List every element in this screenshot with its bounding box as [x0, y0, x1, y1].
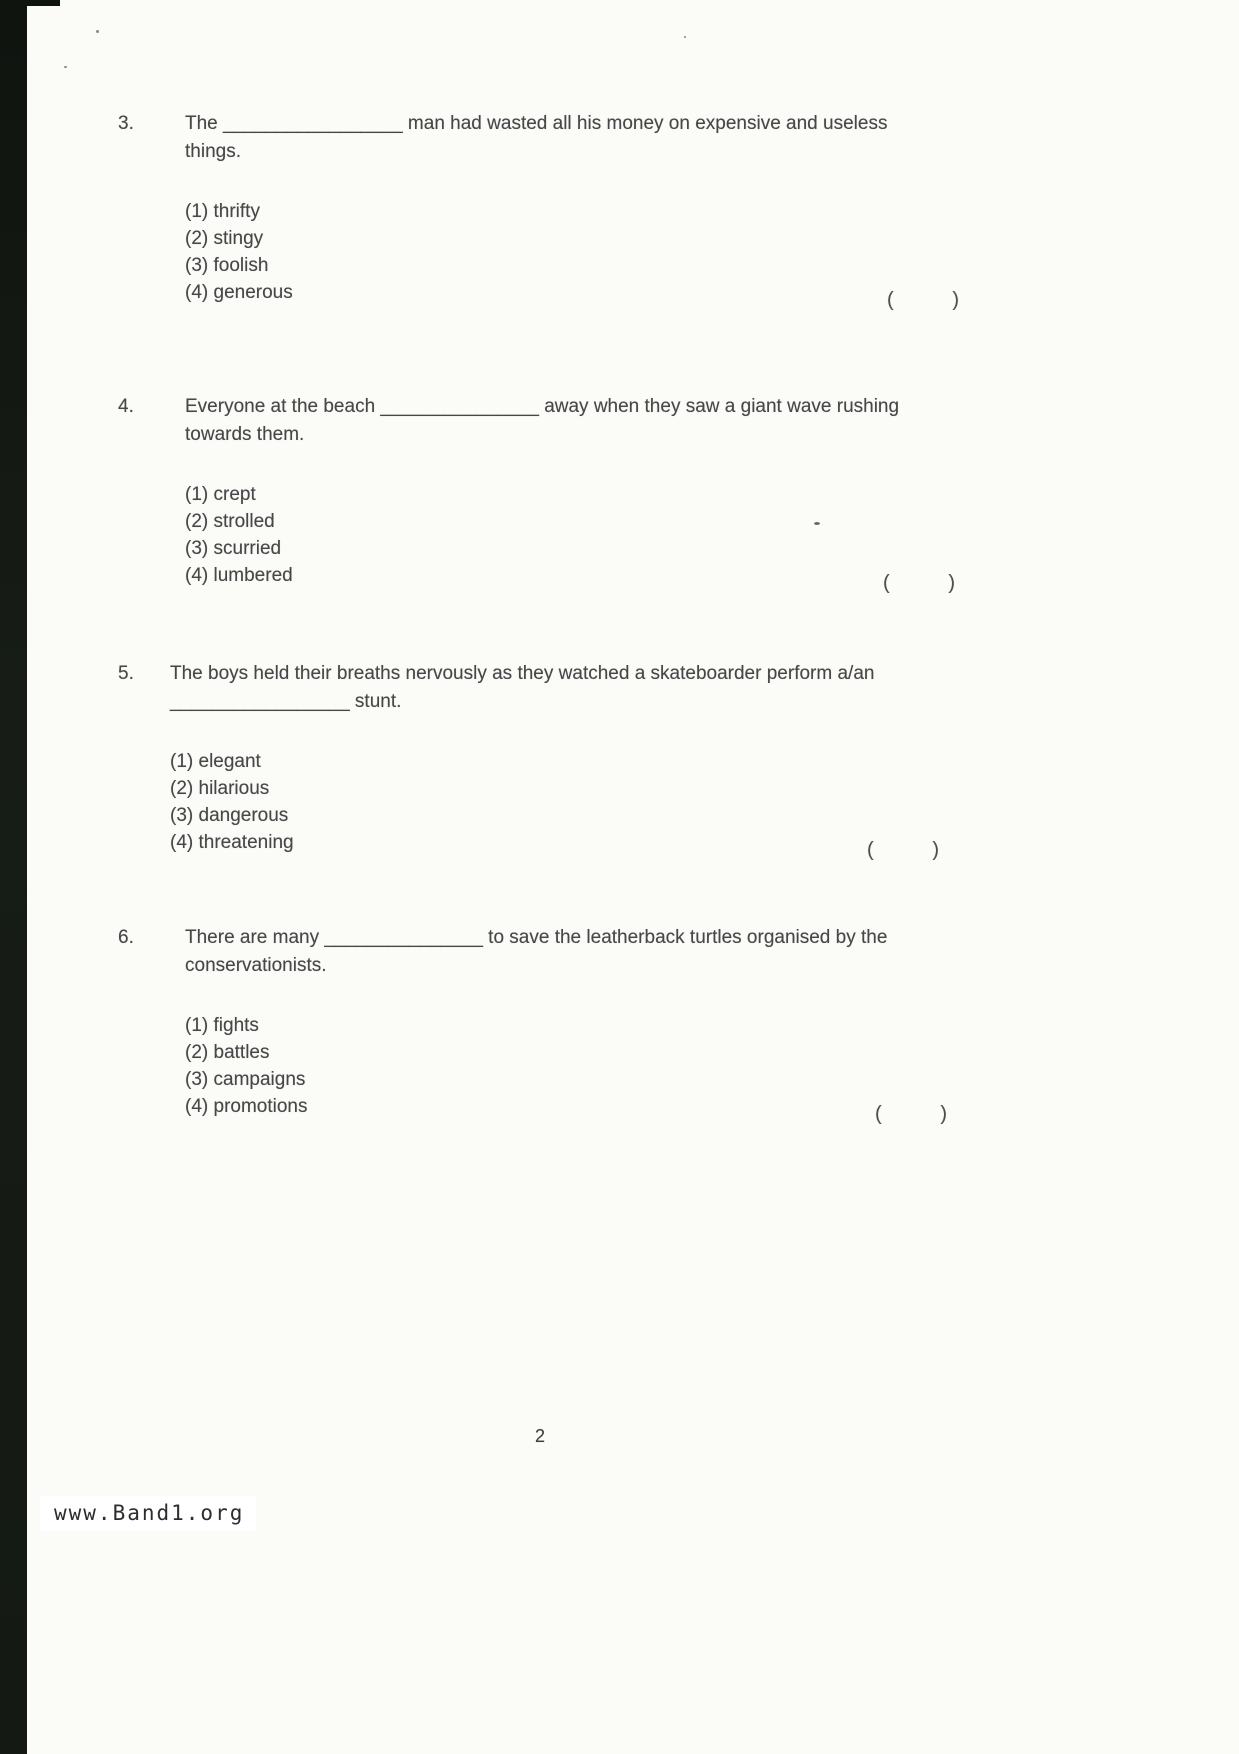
bracket-close: ) — [932, 839, 939, 861]
answer-bracket — [887, 287, 959, 314]
bracket-close: ) — [952, 289, 959, 311]
question-text-line1: There are many _______________ to save the leatherback turtles organised by the — [185, 927, 888, 948]
scan-edge-corner — [0, 0, 60, 6]
question-3 — [0, 110, 1239, 311]
question-number: 3. — [118, 113, 134, 134]
question-5 — [0, 660, 1239, 861]
option-2: (2) strolled — [185, 511, 275, 532]
bracket-close: ) — [940, 1103, 947, 1125]
question-number: 6. — [118, 927, 134, 948]
question-text-line1: The boys held their breaths nervously as they watched a skateboarder perform a/an — [170, 663, 875, 684]
option-4: (4) lumbered — [185, 565, 293, 586]
question-number: 4. — [118, 396, 134, 417]
page-number: 2 — [534, 1426, 545, 1446]
options-list — [185, 1012, 1119, 1125]
bracket-open: ( — [887, 289, 894, 311]
question-6 — [0, 924, 1239, 1125]
option-4: (4) promotions — [185, 1096, 308, 1117]
question-text-line2: conservationists. — [185, 955, 327, 976]
bracket-close: ) — [948, 572, 955, 594]
question-text-line2: things. — [185, 141, 241, 162]
options-list — [170, 748, 1119, 861]
question-text-line2: _________________ stunt. — [170, 691, 402, 712]
bracket-open: ( — [867, 839, 874, 861]
answer-bracket — [867, 837, 939, 864]
watermark: www.Band1.org — [40, 1496, 256, 1531]
option-3: (3) dangerous — [170, 805, 289, 826]
option-3: (3) campaigns — [185, 1069, 306, 1090]
answer-bracket — [875, 1101, 947, 1128]
option-2: (2) battles — [185, 1042, 270, 1063]
scan-speck — [96, 30, 99, 33]
scan-speck — [684, 36, 686, 38]
option-3: (3) foolish — [185, 255, 269, 276]
question-text-line1: Everyone at the beach _______________ away when they saw a giant wave rushing — [185, 396, 900, 417]
option-4: (4) generous — [185, 282, 293, 303]
option-1: (1) fights — [185, 1015, 259, 1036]
question-text-line1: The _________________ man had wasted all his money on expensive and useless — [185, 113, 888, 134]
option-2: (2) stingy — [185, 228, 264, 249]
bracket-open: ( — [883, 572, 890, 594]
option-1: (1) crept — [185, 484, 256, 505]
question-number: 5. — [118, 663, 134, 684]
option-4: (4) threatening — [170, 832, 294, 853]
option-3: (3) scurried — [185, 538, 282, 559]
bracket-open: ( — [875, 1103, 882, 1125]
question-4 — [0, 393, 1239, 594]
options-list — [185, 198, 1119, 311]
options-list — [185, 481, 1119, 594]
option-2: (2) hilarious — [170, 778, 270, 799]
scan-speck — [64, 66, 67, 68]
option-1: (1) elegant — [170, 751, 261, 772]
answer-bracket — [883, 570, 955, 597]
option-1: (1) thrifty — [185, 201, 260, 222]
question-text-line2: towards them. — [185, 424, 305, 445]
